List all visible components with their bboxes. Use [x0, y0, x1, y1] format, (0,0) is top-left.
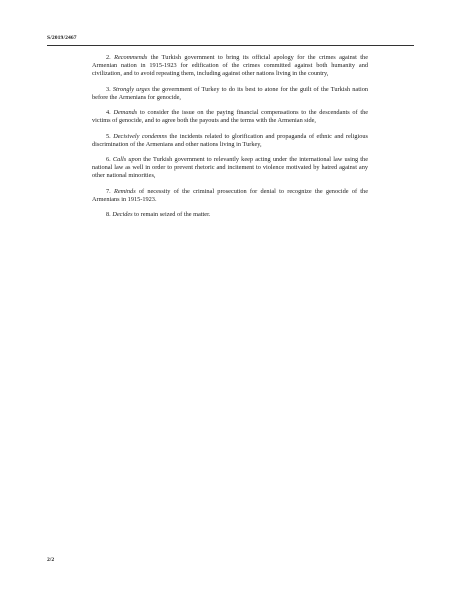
paragraph-number: 4.	[106, 109, 111, 116]
paragraph-number: 6.	[106, 156, 111, 163]
paragraph-text: the incidents related to glorification and propaganda of ethnic and religious discrimination of the Armenians and other nations living in Turkey,	[92, 132, 368, 148]
paragraph-number: 7.	[106, 187, 111, 195]
paragraph-2	[92, 54, 368, 78]
paragraph-5	[92, 133, 368, 149]
operative-verb: Calls upon	[112, 156, 141, 163]
document-symbol: S/2019/2467	[47, 35, 77, 41]
operative-verb: Reminds	[113, 187, 136, 195]
operative-verb: Decisively condemns	[113, 132, 168, 140]
operative-verb: Strongly urges	[112, 85, 150, 93]
paragraph-number: 2.	[106, 54, 111, 61]
paragraph-text: of necessity of the criminal prosecution for denial to recognize the genocide of the Armenians in 1915-1923.	[92, 187, 368, 203]
paragraph-text: the Turkish government to bring its official apology for the crimes against the Armenian nation in 1915-1923 for edification of the crimes committed against both humanity and civilization, and to avoid repeating them, including against other nations living in the country,	[92, 54, 368, 77]
paragraph-text: to consider the issue on the paying financial compensations to the descendants of the victims of genocide, and to agree both the payouts and the terms with the Armenian side,	[92, 109, 369, 124]
paragraph-6	[92, 156, 368, 180]
paragraph-8	[92, 211, 368, 219]
document-body	[92, 54, 368, 227]
operative-verb: Decides	[112, 211, 133, 218]
paragraph-4	[92, 109, 368, 125]
header-rule	[47, 45, 414, 46]
paragraph-number: 8.	[106, 211, 111, 218]
paragraph-number: 5.	[106, 132, 111, 140]
paragraph-3	[92, 86, 368, 102]
paragraph-text: the Turkish government to relevantly keep acting under the international law using the national law as well in order to prevent rhetoric and incitement to violence motivated by hatred against any other national minorities,	[92, 156, 369, 179]
page-number: 2/2	[47, 557, 55, 563]
paragraph-text: the government of Turkey to do its best to atone for the guilt of the Turkish nation before the Armenians for genocide,	[92, 85, 368, 101]
paragraph-number: 3.	[106, 85, 111, 93]
operative-verb: Demands	[113, 109, 138, 116]
paragraph-7	[92, 188, 368, 204]
paragraph-text: to remain seized of the matter.	[134, 211, 211, 218]
operative-verb: Recommends	[114, 54, 148, 61]
